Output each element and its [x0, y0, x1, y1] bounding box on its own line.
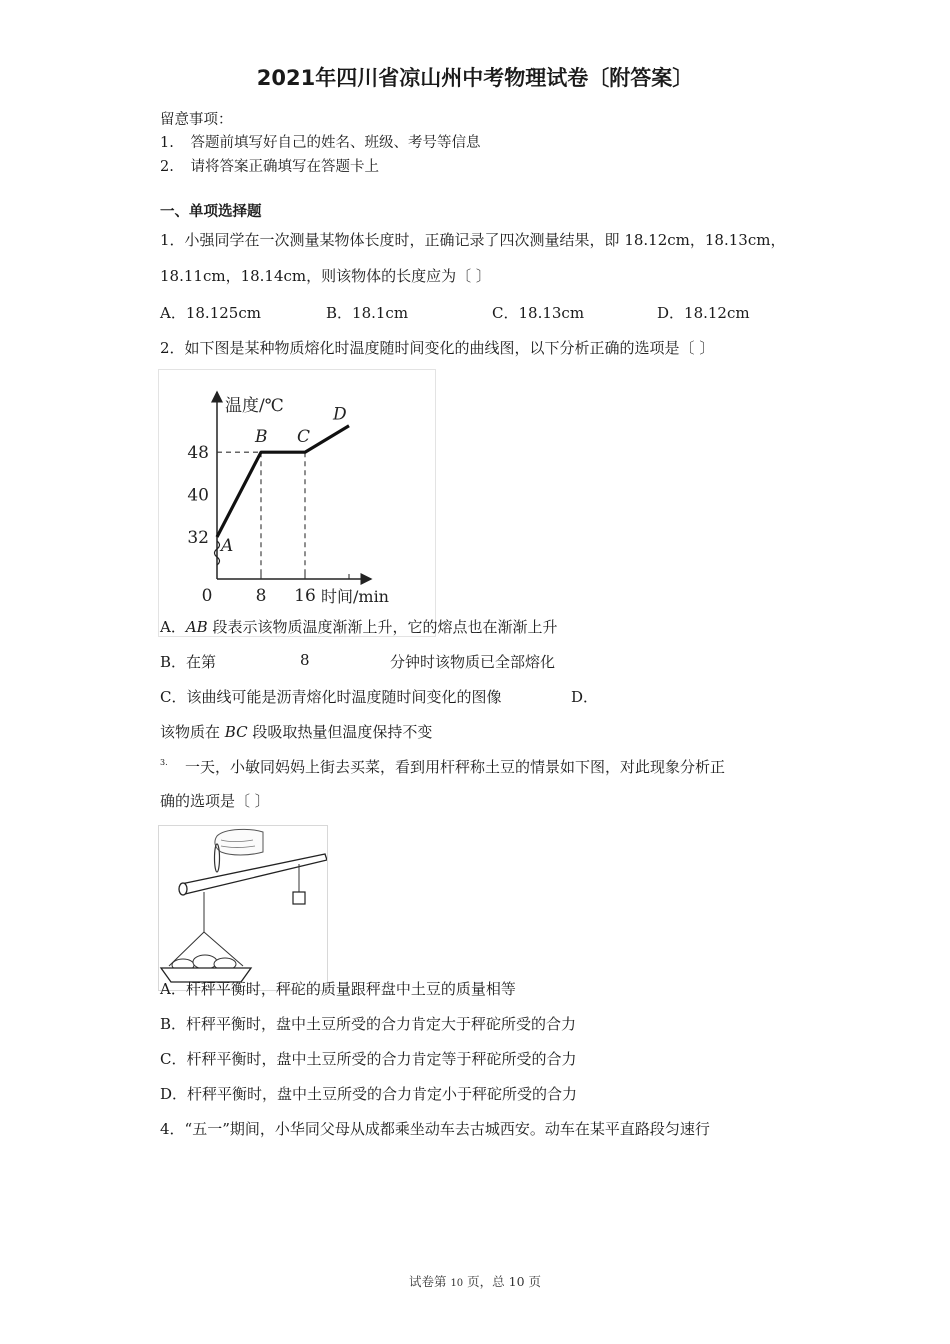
- q2-option-a-label: A．: [160, 618, 186, 636]
- notice-item: [160, 155, 379, 176]
- melting-curve-chart: [159, 370, 435, 636]
- q4-stem-line1: 4．“五一”期间，小华同父母从成都乘坐动车去古城西安。动车在某平直路段匀速行: [160, 1120, 710, 1138]
- q2-option-d-label: D．: [571, 688, 599, 706]
- y-tick-label: 32: [187, 528, 209, 548]
- footer-page-number: 10: [450, 1278, 464, 1289]
- q1-option-b: B．18.1cm: [326, 304, 409, 322]
- q3-option-a: A．杆秤平衡时，秤砣的质量跟秤盘中土豆的质量相等: [160, 980, 516, 998]
- q3-option-b: B．杆秤平衡时，盘中土豆所受的合力肯定大于秤砣所受的合力: [160, 1015, 577, 1033]
- x-tick-label: 16: [294, 586, 316, 606]
- y-tick-label: 40: [187, 485, 209, 506]
- q1-stem-line2: 18.11cm，18.14cm，则该物体的长度应为〔 〕: [160, 267, 491, 285]
- footer-suffix: 页: [528, 1274, 542, 1289]
- section-heading: 一、单项选择题: [160, 204, 262, 220]
- y-axis-title: 温度/℃: [225, 396, 284, 416]
- notice-item-number: 2.: [160, 159, 174, 175]
- x-tick-label: 8: [255, 586, 267, 606]
- q2-option-d-segment: BC: [224, 723, 248, 741]
- q3-stem-line2: 确的选项是〔 〕: [160, 792, 270, 810]
- q2-option-d-prefix: 该物质在: [160, 723, 225, 741]
- series-line: [217, 426, 349, 537]
- q2-option-b-left: B．在第: [160, 653, 217, 671]
- q2-stem: 2．如下图是某种物质熔化时温度随时间变化的曲线图，以下分析正确的选项是〔 〕: [160, 339, 715, 357]
- q2-option-d-text: 段吸取热量但温度保持不变: [247, 723, 433, 741]
- q2-option-b-number: 8: [300, 651, 310, 669]
- q1-option-a: A．18.125cm: [160, 304, 261, 322]
- point-label: C: [297, 427, 311, 448]
- q3-stem-line1: 一天，小敏同妈妈上街去买菜，看到用杆秤称土豆的情景如下图，对此现象分析正: [185, 758, 726, 776]
- notice-item-text: 请将答案正确填写在答题卡上: [190, 159, 379, 175]
- q1-stem-line1: 1．小强同学在一次测量某物体长度时，正确记录了四次测量结果，即 18.12cm，18.13cm，: [160, 231, 786, 249]
- notice-heading: 留意事项：: [160, 112, 233, 128]
- q2-option-b-right: 分钟时该物质已全部熔化: [390, 653, 556, 671]
- q2-option-d: [160, 721, 432, 742]
- footer-total-pages: 10: [508, 1274, 525, 1289]
- footer-middle: 页，总: [467, 1274, 505, 1289]
- y-tick-label: 48: [187, 443, 209, 464]
- point-label: A: [221, 536, 234, 556]
- notice-item-number: 1.: [160, 135, 174, 151]
- q3-option-c: C．杆秤平衡时，盘中土豆所受的合力肯定等于秤砣所受的合力: [160, 1050, 577, 1068]
- x-axis-title: 时间/min: [321, 587, 389, 606]
- notice-item: [160, 131, 480, 152]
- melting-curve-figure: [158, 369, 436, 637]
- point-label: B: [255, 427, 268, 448]
- q2-option-c: C．该曲线可能是沥青熔化时温度随时间变化的图像: [160, 688, 502, 706]
- footer-prefix: 试卷第: [408, 1274, 447, 1289]
- x-tick-label: 0: [201, 586, 213, 606]
- steelyard-figure: [158, 825, 328, 991]
- q1-option-d: D．18.12cm: [657, 304, 750, 322]
- page-footer: [0, 1272, 950, 1290]
- q3-option-d: D．杆秤平衡时，盘中土豆所受的合力肯定小于秤砣所受的合力: [160, 1085, 578, 1103]
- page-title: 2021年四川省凉山州中考物理试卷〔附答案〕: [256, 66, 694, 90]
- point-label: D: [333, 404, 347, 425]
- steelyard-illustration: [159, 826, 327, 990]
- q3-number: 3.: [160, 758, 168, 767]
- q1-option-c: C．18.13cm: [492, 304, 585, 322]
- notice-item-text: 答题前填写好自己的姓名、班级、考号等信息: [190, 135, 481, 151]
- q2-option-a-text: 段表示该物质温度渐渐上升，它的熔点也在渐渐上升: [207, 618, 558, 636]
- q2-option-a: [160, 616, 557, 637]
- q2-option-a-segment: AB: [185, 618, 208, 636]
